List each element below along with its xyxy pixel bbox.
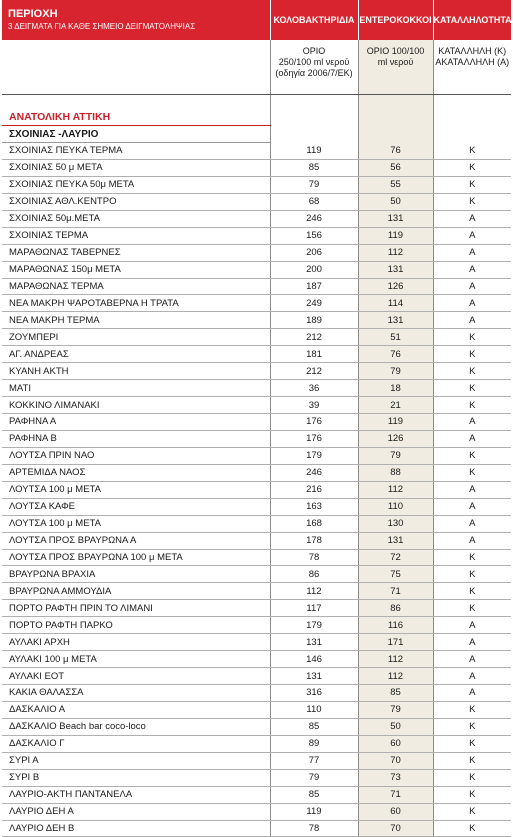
suitability-value: Κ (433, 549, 511, 566)
coliforms-value: 78 (270, 549, 358, 566)
coliforms-value: 246 (270, 210, 358, 227)
location-name: ΛΟΥΤΣΑ ΚΑΦΕ (2, 498, 270, 515)
enterococci-limit (358, 40, 433, 95)
coliforms-value: 163 (270, 498, 358, 515)
table-row (2, 464, 511, 481)
enterococci-value: 112 (358, 481, 433, 498)
enterococci-value: 85 (358, 685, 433, 702)
enterococci-value: 130 (358, 515, 433, 532)
table-row (2, 651, 511, 668)
table-row (2, 312, 511, 329)
location-name: ΛΟΥΤΣΑ ΠΡΙΝ ΝΑΟ (2, 447, 270, 464)
coliforms-value: 131 (270, 634, 358, 651)
header-row (2, 0, 511, 40)
suitability-value: Κ (433, 718, 511, 735)
coliforms-value: 86 (270, 566, 358, 583)
enterococci-value: 79 (358, 701, 433, 718)
coliforms-value: 79 (270, 176, 358, 193)
suitability-value: Κ (433, 820, 511, 837)
suitability-value: Κ (433, 159, 511, 176)
enterococci-value: 112 (358, 244, 433, 261)
suitability-value: Κ (433, 193, 511, 210)
enterococci-value: 86 (358, 600, 433, 617)
location-name: ΠΟΡΤΟ ΡΑΦΤΗ ΠΑΡΚΟ (2, 617, 270, 634)
coliforms-value: 119 (270, 803, 358, 820)
location-name: ΒΡΑΥΡΩΝΑ ΑΜΜΟΥΔΙΑ (2, 583, 270, 600)
location-name: ΡΑΦΗΝΑ Β (2, 430, 270, 447)
location-name: ΚΥΑΝΗ ΑΚΤΗ (2, 363, 270, 380)
suitability-legend-line2: ΑΚΑΤΑΛΛΗΛΗ (Α) (435, 57, 510, 67)
location-name: ΛΟΥΤΣΑ ΠΡΟΣ ΒΡΑΥΡΩΝΑ 100 μ ΜΕΤΑ (2, 549, 270, 566)
enterococci-value: 112 (358, 668, 433, 685)
suitability-legend-line1: ΚΑΤΑΛΛΗΛΗ (Κ) (438, 46, 507, 56)
location-name: ΒΡΑΥΡΩΝΑ ΒΡΑΧΙΑ (2, 566, 270, 583)
coliforms-value: 178 (270, 532, 358, 549)
location-name: ΔΑΣΚΑΛΙΟ Beach bar coco-loco (2, 718, 270, 735)
location-name: ΔΑΣΚΑΛΙΟ Γ (2, 735, 270, 752)
table-row (2, 193, 511, 210)
table-row (2, 346, 511, 363)
coliforms-value: 249 (270, 295, 358, 312)
coliforms-value: 216 (270, 481, 358, 498)
enterococci-value: 126 (358, 278, 433, 295)
suitability-value: Κ (433, 769, 511, 786)
enterococci-value: 76 (358, 346, 433, 363)
suitability-value: Κ (433, 447, 511, 464)
suitability-value: Κ (433, 566, 511, 583)
table-row (2, 227, 511, 244)
coliforms-limit-line3: (οδηγία 2006/7/ΕΚ) (275, 68, 353, 78)
suitability-value: Α (433, 498, 511, 515)
location-name: ΛΟΥΤΣΑ 100 μ ΜΕΤΑ (2, 481, 270, 498)
limits-blank-cell (2, 40, 270, 95)
suitability-value: Κ (433, 752, 511, 769)
table-row (2, 363, 511, 380)
region-spacer (433, 95, 511, 126)
location-name: ΣΧΟΙΝΙΑΣ ΤΕΡΜΑ (2, 227, 270, 244)
suitability-value: Κ (433, 803, 511, 820)
enterococci-value: 60 (358, 803, 433, 820)
location-name: ΑΥΛΑΚΙ 100 μ ΜΕΤΑ (2, 651, 270, 668)
coliforms-value: 179 (270, 617, 358, 634)
enterococci-value: 114 (358, 295, 433, 312)
location-name: ΣΧΟΙΝΙΑΣ 50 μ ΜΕΤΑ (2, 159, 270, 176)
table-row (2, 244, 511, 261)
suitability-value: Α (433, 295, 511, 312)
enterococci-value: 72 (358, 549, 433, 566)
enterococci-value: 131 (358, 532, 433, 549)
suitability-value: Κ (433, 701, 511, 718)
coliforms-header: ΚΟΛΟΒΑΚΤΗΡΙΔΙΑ (270, 0, 358, 40)
suitability-header: ΚΑΤΑΛΛΗΛΟΤΗΤΑ (433, 0, 511, 40)
table-row (2, 769, 511, 786)
table-row (2, 583, 511, 600)
coliforms-value: 189 (270, 312, 358, 329)
enterococci-value: 126 (358, 430, 433, 447)
location-name: ΣΧΟΙΝΙΑΣ ΠΕΥΚΑ 50μ ΜΕΤΑ (2, 176, 270, 193)
enterococci-value: 88 (358, 464, 433, 481)
table-row (2, 685, 511, 702)
table-row (2, 176, 511, 193)
location-name: ΜΑΡΑΘΩΝΑΣ 150μ ΜΕΤΑ (2, 261, 270, 278)
enterococci-header: ΕΝΤΕΡΟΚΟΚΚΟΙ (358, 0, 433, 40)
suitability-value: Κ (433, 583, 511, 600)
region-row (2, 95, 511, 126)
table-row (2, 380, 511, 397)
enterococci-value: 71 (358, 583, 433, 600)
table-body (2, 95, 511, 837)
location-name: ΜΑΡΑΘΩΝΑΣ ΤΕΡΜΑ (2, 278, 270, 295)
location-name: ΑΥΛΑΚΙ ΑΡΧΗ (2, 634, 270, 651)
suitability-value: Α (433, 515, 511, 532)
table-row (2, 498, 511, 515)
suitability-value: Α (433, 634, 511, 651)
suitability-value: Κ (433, 464, 511, 481)
region-title: ΑΝΑΤΟΛΙΚΗ ΑΤΤΙΚΗ (2, 95, 270, 126)
coliforms-value: 39 (270, 397, 358, 414)
coliforms-value: 117 (270, 600, 358, 617)
coliforms-value: 119 (270, 143, 358, 160)
coliforms-limit-line1: ΟΡΙΟ (302, 46, 326, 56)
coliforms-value: 156 (270, 227, 358, 244)
enterococci-value: 70 (358, 752, 433, 769)
table-row (2, 668, 511, 685)
suitability-value: Α (433, 668, 511, 685)
location-name: ΛΑΥΡΙΟ ΔΕΗ Α (2, 803, 270, 820)
table-row (2, 549, 511, 566)
location-name: ΣΧΟΙΝΙΑΣ ΑΘΛ.ΚΕΝΤΡΟ (2, 193, 270, 210)
location-name: ΚΟΚΚΙΝΟ ΛΙΜΑΝΑΚΙ (2, 397, 270, 414)
table-row (2, 752, 511, 769)
enterococci-value: 56 (358, 159, 433, 176)
table-row (2, 430, 511, 447)
coliforms-value: 36 (270, 380, 358, 397)
suitability-value: Κ (433, 363, 511, 380)
enterococci-value: 70 (358, 820, 433, 837)
table-row (2, 329, 511, 346)
suitability-value: Α (433, 617, 511, 634)
enterococci-value: 116 (358, 617, 433, 634)
suitability-value: Κ (433, 600, 511, 617)
location-name: ΠΟΡΤΟ ΡΑΦΤΗ ΠΡΙΝ ΤΟ ΛΙΜΑΝΙ (2, 600, 270, 617)
suitability-value: Α (433, 532, 511, 549)
location-name: ΣΧΟΙΝΙΑΣ ΠΕΥΚΑ ΤΕΡΜΑ (2, 143, 270, 160)
enterococci-value: 110 (358, 498, 433, 515)
table-row (2, 735, 511, 752)
coliforms-value: 85 (270, 786, 358, 803)
coliforms-value: 176 (270, 430, 358, 447)
location-name: ΖΟΥΜΠΕΡΙ (2, 329, 270, 346)
suitability-value: Α (433, 651, 511, 668)
enterococci-value: 131 (358, 210, 433, 227)
coliforms-value: 89 (270, 735, 358, 752)
table-row (2, 701, 511, 718)
table-row (2, 143, 511, 160)
group-spacer (433, 126, 511, 143)
suitability-value: Κ (433, 380, 511, 397)
region-spacer (358, 95, 433, 126)
coliforms-value: 85 (270, 718, 358, 735)
enterococci-value: 79 (358, 447, 433, 464)
group-title: ΣΧΟΙΝΙΑΣ -ΛΑΥΡΙΟ (2, 126, 270, 143)
enterococci-value: 73 (358, 769, 433, 786)
coliforms-value: 110 (270, 701, 358, 718)
group-row (2, 126, 511, 143)
coliforms-value: 200 (270, 261, 358, 278)
area-subtitle: 3 ΔΕΙΓΜΑΤΑ ΓΙΑ ΚΑΘΕ ΣΗΜΕΙΟ ΔΕΙΓΜΑΤΟΛΗΨΙΑΣ (8, 22, 196, 31)
location-name: ΜΑΡΑΘΩΝΑΣ ΤΑΒΕΡΝΕΣ (2, 244, 270, 261)
coliforms-value: 79 (270, 769, 358, 786)
table-row (2, 159, 511, 176)
table-row (2, 820, 511, 837)
location-name: ΛΟΥΤΣΑ ΠΡΟΣ ΒΡΑΥΡΩΝΑ Α (2, 532, 270, 549)
table-row (2, 515, 511, 532)
table-row (2, 397, 511, 414)
suitability-value: Κ (433, 397, 511, 414)
group-spacer (358, 126, 433, 143)
suitability-value: Κ (433, 143, 511, 160)
enterococci-value: 60 (358, 735, 433, 752)
table-row (2, 295, 511, 312)
location-name: ΣΥΡΙ Β (2, 769, 270, 786)
table-row (2, 261, 511, 278)
coliforms-value: 77 (270, 752, 358, 769)
coliforms-value: 212 (270, 329, 358, 346)
limits-row (2, 40, 511, 95)
enterococci-value: 75 (358, 566, 433, 583)
suitability-value: Α (433, 685, 511, 702)
enterococci-value: 76 (358, 143, 433, 160)
suitability-value: Α (433, 278, 511, 295)
location-name: ΛΑΥΡΙΟ-ΑΚΤΗ ΠΑΝΤΑΝΕΛΑ (2, 786, 270, 803)
coliforms-value: 85 (270, 159, 358, 176)
water-quality-table (2, 0, 511, 837)
table-row (2, 278, 511, 295)
coliforms-value: 131 (270, 668, 358, 685)
location-name: ΛΑΥΡΙΟ ΔΕΗ Β (2, 820, 270, 837)
coliforms-value: 168 (270, 515, 358, 532)
suitability-value: Α (433, 244, 511, 261)
location-name: ΣΥΡΙ Α (2, 752, 270, 769)
coliforms-value: 179 (270, 447, 358, 464)
enterococci-value: 119 (358, 227, 433, 244)
suitability-value: Κ (433, 329, 511, 346)
coliforms-value: 146 (270, 651, 358, 668)
enterococci-value: 112 (358, 651, 433, 668)
location-name: ΡΑΦΗΝΑ Α (2, 414, 270, 431)
suitability-value: Κ (433, 786, 511, 803)
enterococci-limit-line2: ml νερού (377, 57, 414, 67)
location-name: ΑΓ. ΑΝΔΡΕΑΣ (2, 346, 270, 363)
location-name: ΜΑΤΙ (2, 380, 270, 397)
table-row (2, 414, 511, 431)
table-row (2, 600, 511, 617)
coliforms-value: 212 (270, 363, 358, 380)
enterococci-limit-line1: ΟΡΙΟ 100/100 (366, 46, 425, 56)
enterococci-value: 71 (358, 786, 433, 803)
suitability-value: Α (433, 227, 511, 244)
coliforms-value: 176 (270, 414, 358, 431)
table-row (2, 803, 511, 820)
table-row (2, 566, 511, 583)
coliforms-value: 68 (270, 193, 358, 210)
enterococci-value: 55 (358, 176, 433, 193)
coliforms-value: 246 (270, 464, 358, 481)
coliforms-value: 78 (270, 820, 358, 837)
location-name: ΚΑΚΙΑ ΘΑΛΑΣΣΑ (2, 685, 270, 702)
table-row (2, 786, 511, 803)
enterococci-value: 131 (358, 312, 433, 329)
location-name: ΝΕΑ ΜΑΚΡΗ ΤΕΡΜΑ (2, 312, 270, 329)
group-spacer (270, 126, 358, 143)
enterococci-value: 18 (358, 380, 433, 397)
table-row (2, 210, 511, 227)
suitability-value: Κ (433, 346, 511, 363)
enterococci-value: 50 (358, 718, 433, 735)
suitability-value: Α (433, 210, 511, 227)
suitability-value: Κ (433, 735, 511, 752)
enterococci-value: 79 (358, 363, 433, 380)
table-row (2, 634, 511, 651)
location-name: ΣΧΟΙΝΙΑΣ 50μ.ΜΕΤΑ (2, 210, 270, 227)
location-name: ΝΕΑ ΜΑΚΡΗ ΨΑΡΟΤΑΒΕΡΝΑ Η ΤΡΑΤΑ (2, 295, 270, 312)
table-row (2, 532, 511, 549)
coliforms-limit-line2: 250/100 ml νερού (278, 57, 350, 67)
suitability-value: Α (433, 430, 511, 447)
suitability-value: Α (433, 414, 511, 431)
enterococci-value: 50 (358, 193, 433, 210)
coliforms-value: 112 (270, 583, 358, 600)
suitability-legend (433, 40, 511, 95)
location-name: ΛΟΥΤΣΑ 100 μ ΜΕΤΑ (2, 515, 270, 532)
table-row (2, 481, 511, 498)
coliforms-value: 206 (270, 244, 358, 261)
suitability-value: Κ (433, 176, 511, 193)
table-row (2, 617, 511, 634)
location-name: ΑΡΤΕΜΙΔΑ ΝΑΟΣ (2, 464, 270, 481)
table-row (2, 447, 511, 464)
coliforms-value: 187 (270, 278, 358, 295)
suitability-value: Α (433, 312, 511, 329)
location-name: ΑΥΛΑΚΙ ΕΟΤ (2, 668, 270, 685)
enterococci-value: 21 (358, 397, 433, 414)
enterococci-value: 131 (358, 261, 433, 278)
area-header (2, 0, 270, 40)
coliforms-value: 181 (270, 346, 358, 363)
enterococci-value: 51 (358, 329, 433, 346)
suitability-value: Α (433, 481, 511, 498)
location-name: ΔΑΣΚΑΛΙΟ Α (2, 701, 270, 718)
area-title: ΠΕΡΙΟΧΗ (8, 8, 58, 20)
region-spacer (270, 95, 358, 126)
enterococci-value: 119 (358, 414, 433, 431)
suitability-value: Α (433, 261, 511, 278)
coliforms-value: 316 (270, 685, 358, 702)
enterococci-value: 171 (358, 634, 433, 651)
coliforms-limit (270, 40, 358, 95)
table-row (2, 718, 511, 735)
